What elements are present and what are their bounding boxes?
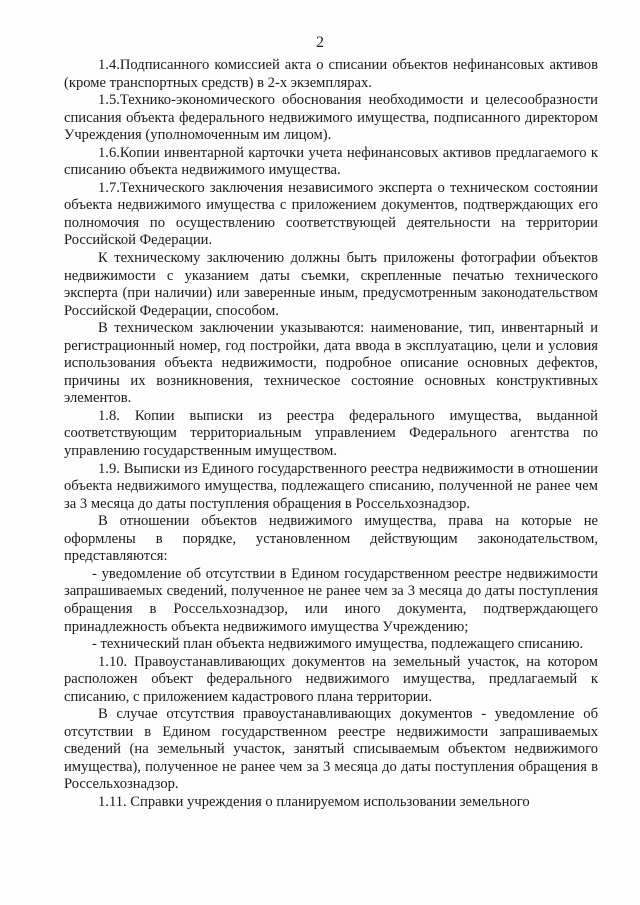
paragraph-1-9: 1.9. Выписки из Единого государственного реестра недвижимости в отношении объекта недвижимого имущества, подлежащего списанию, полученной не ранее чем за 3 месяца до даты поступления обращения в Россельхознадзор.	[64, 460, 598, 512]
paragraph-1-7: 1.7.Технического заключения независимого эксперта о техническом состоянии объекта недвижимого имущества с приложением документов, подтверждающих его полномочия по осуществлению соответствующей деятельности на территории Российской Федерации.	[64, 179, 598, 249]
document-body	[64, 57, 598, 812]
paragraph-1-4: 1.4.Подписанного комиссией акта о списании объектов нефинансовых активов (кроме транспортных средств) в 2-х экземплярах.	[64, 57, 598, 91]
paragraph-1-10: 1.10. Правоустанавливающих документов на земельный участок, на котором расположен объект федерального недвижимого имущества, предлагаемый к списанию, с приложением кадастрового плана территории.	[64, 653, 598, 705]
paragraph-technical-conclusion-contents: В техническом заключении указываются: наименование, тип, инвентарный и регистрационный номер, год постройки, дата ввода в эксплуатацию, цели и условия использования объекта недвижимости, подробное описание основных дефектов, причины их возникновения, техническое состояние основных конструктивных элементов.	[64, 320, 598, 407]
list-item-technical-plan: - технический план объекта недвижимого имущества, подлежащего списанию.	[92, 636, 584, 653]
paragraph-absence-of-documents: В случае отсутствия правоустанавливающих документов - уведомление об отсутствии в Едином государственном реестре недвижимости запрашиваемых сведений (на земельный участок, занятый списываемым объектом недвижимого имущества), полученное не ранее чем за 3 месяца до даты поступления обращения в Россельхознадзор.	[64, 706, 598, 793]
paragraph-unregistered-rights: В отношении объектов недвижимого имущества, права на которые не оформлены в порядке, установленном действующим законодательством, представляются:	[64, 513, 598, 565]
paragraph-photos-requirement: К техническому заключению должны быть приложены фотографии объектов недвижимости с указанием даты съемки, скрепленные печатью технического эксперта (при наличии) или заверенные иным, предусмотренным законодательством Российской Федерации, способом.	[64, 250, 598, 319]
paragraph-1-5: 1.5.Технико-экономического обоснования необходимости и целесообразности списания объекта федерального недвижимого имущества, подписанного директором Учреждения (уполномоченным им лицом).	[64, 92, 598, 144]
paragraph-1-6: 1.6.Копии инвентарной карточки учета нефинансовых активов предлагаемого к списанию объекта недвижимого имущества.	[64, 144, 598, 179]
page-number: 2	[316, 34, 324, 51]
paragraph-1-11: 1.11. Справки учреждения о планируемом использовании земельного	[98, 793, 530, 810]
paragraph-1-8: 1.8. Копии выписки из реестра федерального имущества, выданной соответствующим территориальным управлением Федерального агентства по управлению государственным имуществом.	[64, 407, 598, 460]
list-item-notification: - уведомление об отсутствии в Едином государственном реестре недвижимости запрашиваемых сведений, полученное не ранее чем за 3 месяца до даты поступления обращения в Россельхознадзор, или иного документа, подтверждающего принадлежность объекта недвижимого имущества Учреждению;	[64, 565, 598, 635]
